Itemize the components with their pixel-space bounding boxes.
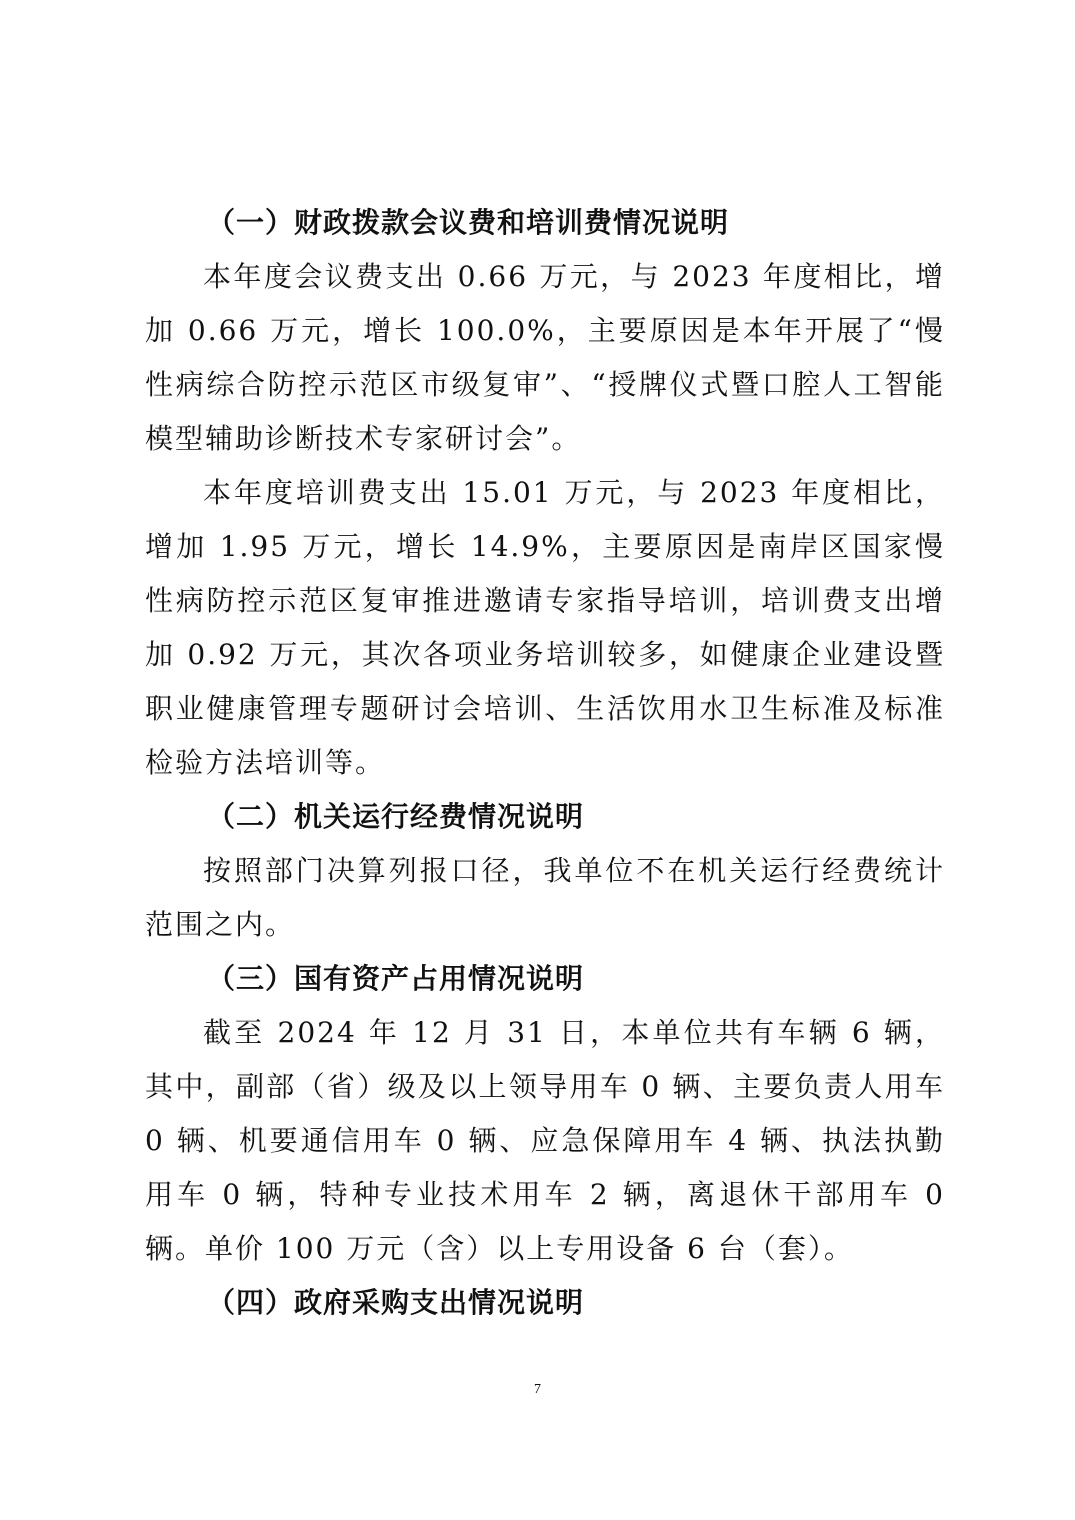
page-number: 7 [534,1382,541,1397]
section-heading-2: （二）机关运行经费情况说明 [207,800,585,833]
paragraph-training-fees: 本年度培训费支出 15.01 万元，与 2023 年度相比，增加 1.95 万元，增长 14.9%，主要原因是南岸区国家慢性病防控示范区复审推进邀请专家指导培训，培训费支出增加 0.92 万元，其次各项业务培训较多，如健康企业建设暨职业健康管理专题研讨会培训、生活饮用水卫生标准及标准检验方法培训等。 [145,476,945,779]
section-heading-4: （四）政府采购支出情况说明 [207,1286,585,1319]
document-body [145,196,945,1330]
paragraph-meeting-fees: 本年度会议费支出 0.66 万元，与 2023 年度相比，增加 0.66 万元，增长 100.0%，主要原因是本年开展了“慢性病综合防控示范区市级复审”、“授牌仪式暨口腔人工智能模型辅助诊断技术专家研讨会”。 [145,260,945,455]
paragraph-state-assets: 截至 2024 年 12 月 31 日，本单位共有车辆 6 辆，其中，副部（省）级及以上领导用车 0 辆、主要负责人用车 0 辆、机要通信用车 0 辆、应急保障用车 4 辆、执法执勤用车 0 辆，特种专业技术用车 2 辆，离退休干部用车 0 辆。单价 100 万元（含）以上专用设备 6 台（套）。 [145,1016,945,1265]
paragraph-operating-funds: 按照部门决算列报口径，我单位不在机关运行经费统计范围之内。 [145,854,945,941]
section-heading-3: （三）国有资产占用情况说明 [207,962,585,995]
section-heading-1: （一）财政拨款会议费和培训费情况说明 [207,206,730,239]
